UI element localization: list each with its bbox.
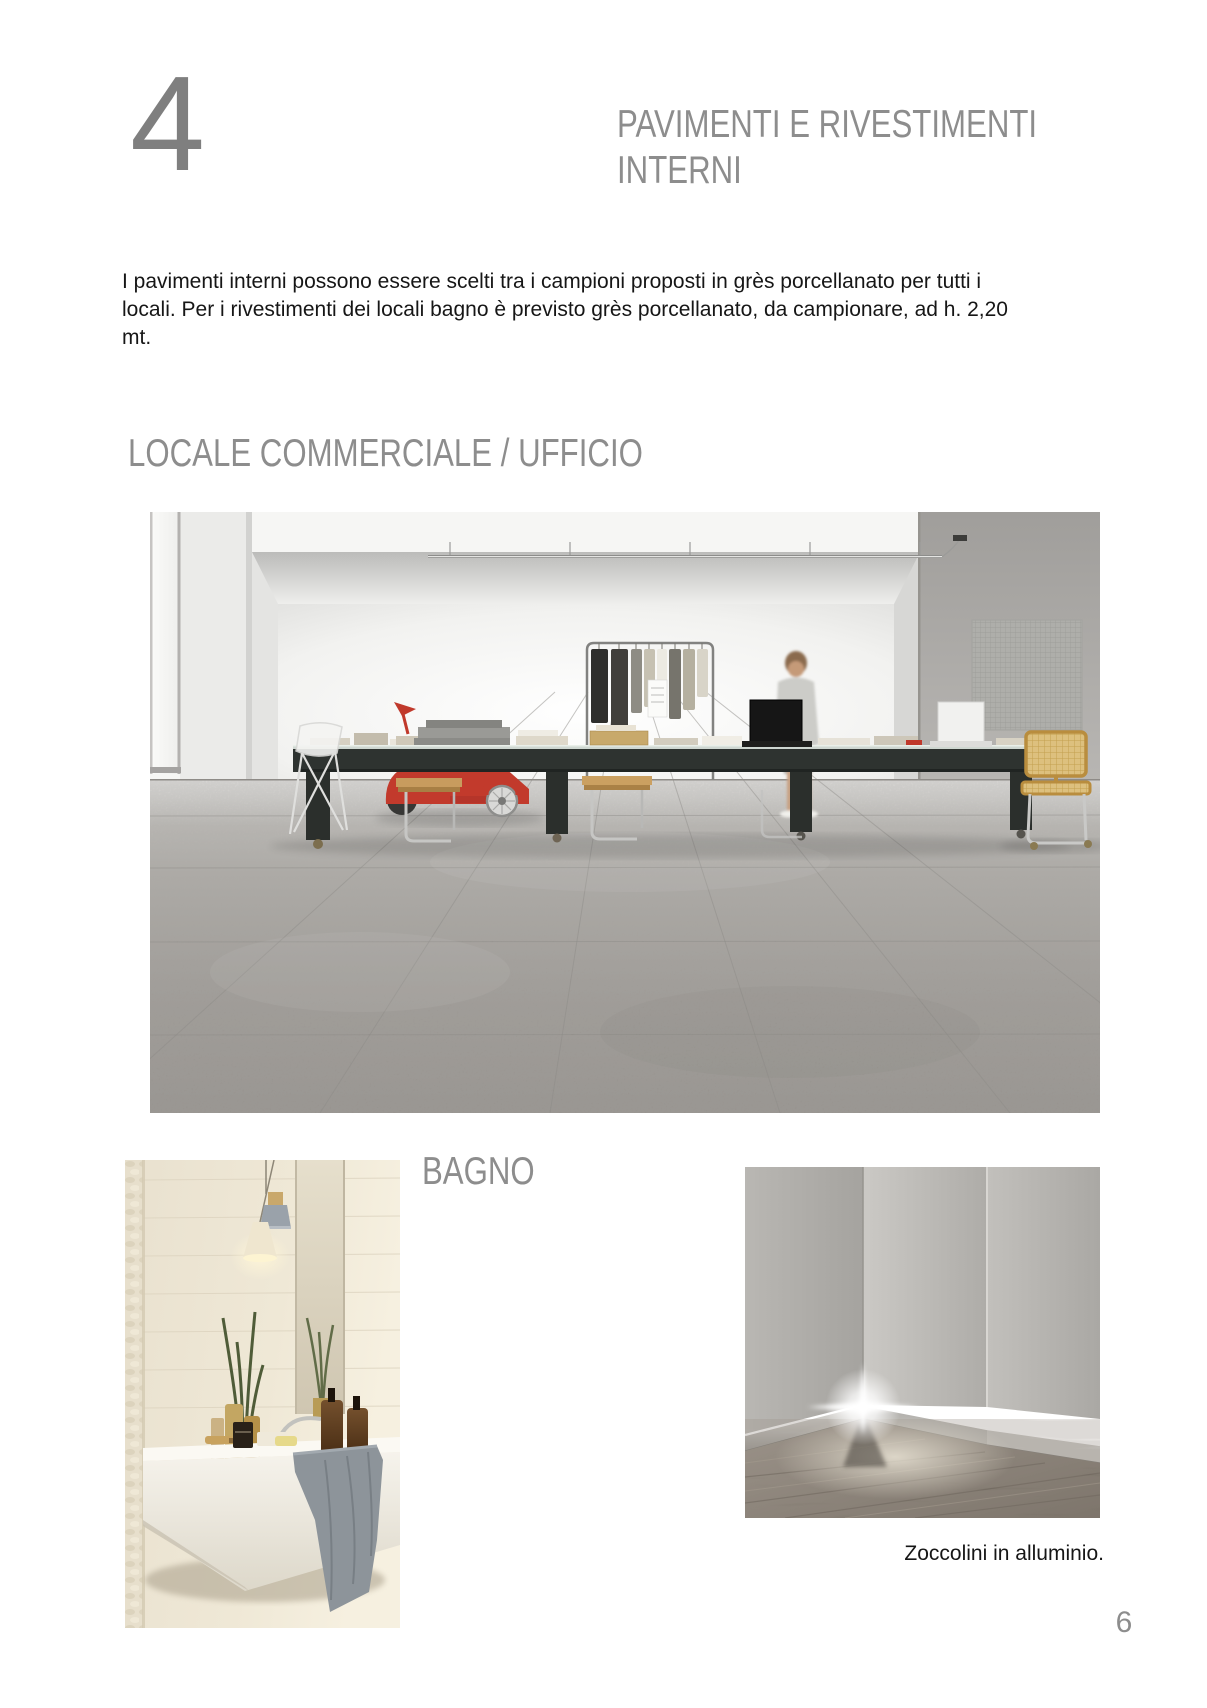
section-heading-bagno: BAGNO <box>422 1150 535 1193</box>
chapter-number: 4 <box>130 48 204 199</box>
section-heading-locale-commerciale: LOCALE COMMERCIALE / UFFICIO <box>128 432 643 475</box>
skirting-caption: Zoccolini in alluminio. <box>904 1542 1104 1565</box>
hanging-sign <box>648 680 667 717</box>
bathroom-photo <box>125 1160 400 1628</box>
page-title <box>617 102 1142 194</box>
office-showroom-photo <box>150 512 1100 1113</box>
intro-paragraph: I pavimenti interni possono essere scelti tra i campioni proposti in grès porcellanato per tutti i locali. Per i rivestimenti dei locali bagno è previsto grès porcellanato, da campionare, ad h. 2,20 mt. <box>122 270 1008 349</box>
page-title-line2: INTERNI <box>617 149 742 192</box>
bathroom-mirror <box>295 1160 345 1420</box>
page-title-line1: PAVIMENTI E RIVESTIMENTI <box>617 103 1038 146</box>
table-shadow <box>270 834 1070 858</box>
page-number: 6 <box>1115 1606 1133 1639</box>
aluminum-skirting-photo <box>745 1167 1100 1518</box>
skirting-walls <box>745 1167 1100 1435</box>
